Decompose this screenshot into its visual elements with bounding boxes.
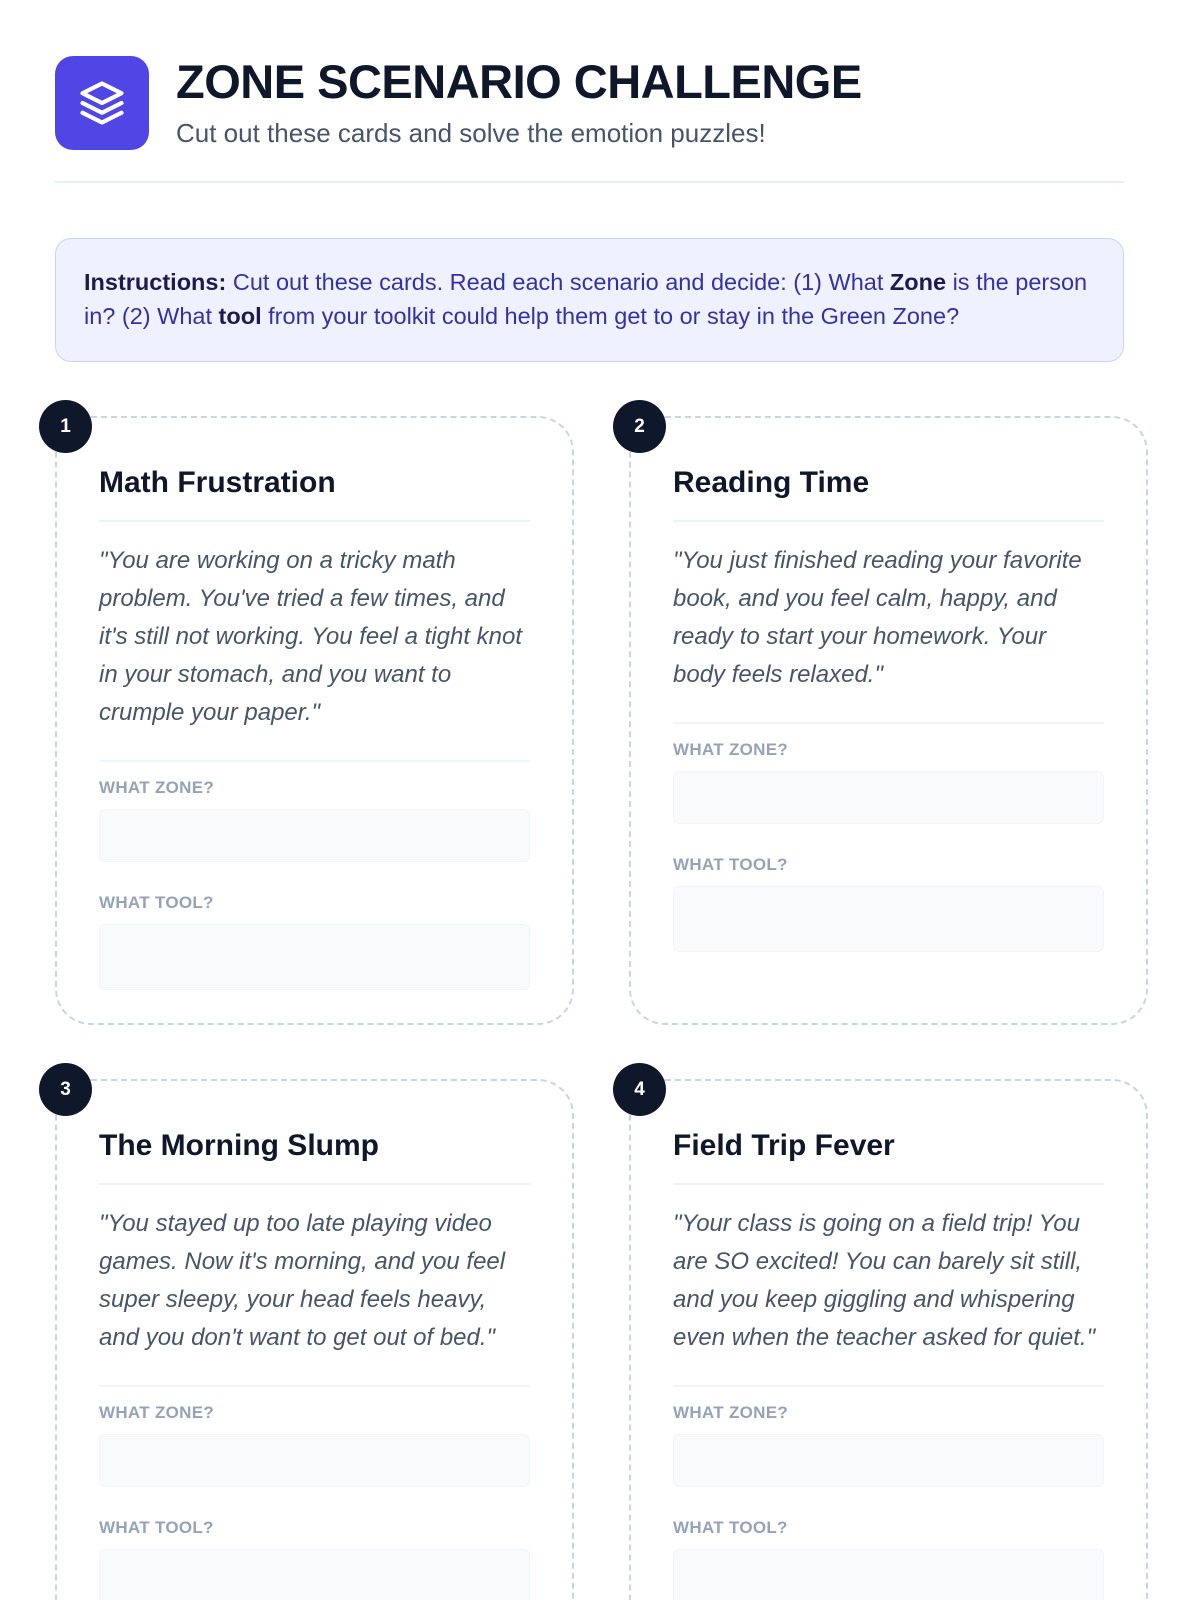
- zone-label: WHAT ZONE?: [673, 740, 789, 759]
- tool-label: WHAT TOOL?: [99, 893, 214, 912]
- card-scenario: "You stayed up too late playing video games. Now it's morning, and you feel super sleepy, your head feels heavy, and you don't want to get out of bed.": [99, 1205, 530, 1387]
- instructions-label: Instructions:: [84, 269, 227, 295]
- card-title: The Morning Slump: [99, 1129, 530, 1185]
- header-text: [176, 56, 862, 149]
- tool-answer-box[interactable]: [99, 924, 530, 990]
- card-number-badge: 4: [613, 1063, 666, 1116]
- instructions-text-2: is the person in? (2) What: [84, 269, 1088, 329]
- tool-label: WHAT TOOL?: [673, 1518, 788, 1537]
- page-title: ZONE SCENARIO CHALLENGE: [176, 55, 862, 109]
- card-scenario: "You just finished reading your favorite book, and you feel calm, happy, and ready to start your homework. Your body feels relaxed.": [673, 542, 1104, 724]
- card-number-badge: 1: [39, 400, 92, 453]
- scenario-card: [55, 416, 574, 1025]
- tool-answer-box[interactable]: [673, 886, 1104, 952]
- instructions-box: [55, 238, 1124, 362]
- page-subtitle: Cut out these cards and solve the emotion puzzles!: [176, 117, 766, 148]
- zone-answer-box[interactable]: [673, 1434, 1104, 1487]
- zone-answer-box[interactable]: [99, 809, 530, 862]
- layers-icon: [55, 56, 149, 150]
- scenario-cards-grid: [55, 416, 1124, 1600]
- instructions-bold-zone: Zone: [889, 269, 947, 295]
- zone-label: WHAT ZONE?: [99, 778, 215, 797]
- instructions-text-3: from your toolkit could help them get to or stay in the Green Zone?: [261, 303, 960, 329]
- scenario-card: [629, 416, 1148, 1025]
- card-scenario: "Your class is going on a field trip! You are SO excited! You can barely sit still, and you keep giggling and whispering even when the teacher asked for quiet.": [673, 1205, 1104, 1387]
- scenario-card: [55, 1079, 574, 1600]
- header: [55, 0, 1124, 183]
- scenario-card: [629, 1079, 1148, 1600]
- tool-answer-box[interactable]: [673, 1549, 1104, 1600]
- zone-label: WHAT ZONE?: [673, 1403, 789, 1422]
- tool-label: WHAT TOOL?: [673, 855, 788, 874]
- tool-answer-box[interactable]: [99, 1549, 530, 1600]
- card-number-badge: 3: [39, 1063, 92, 1116]
- instructions-text-1: Cut out these cards. Read each scenario and decide: (1) What: [226, 269, 890, 295]
- instructions-bold-tool: tool: [218, 303, 262, 329]
- zone-answer-box[interactable]: [673, 771, 1104, 824]
- zone-answer-box[interactable]: [99, 1434, 530, 1487]
- card-scenario: "You are working on a tricky math problem. You've tried a few times, and it's still not working. You feel a tight knot in your stomach, and you want to crumple your paper.": [99, 542, 530, 762]
- card-title: Math Frustration: [99, 466, 530, 522]
- card-number-badge: 2: [613, 400, 666, 453]
- card-title: Reading Time: [673, 466, 1104, 522]
- zone-label: WHAT ZONE?: [99, 1403, 215, 1422]
- card-title: Field Trip Fever: [673, 1129, 1104, 1185]
- tool-label: WHAT TOOL?: [99, 1518, 214, 1537]
